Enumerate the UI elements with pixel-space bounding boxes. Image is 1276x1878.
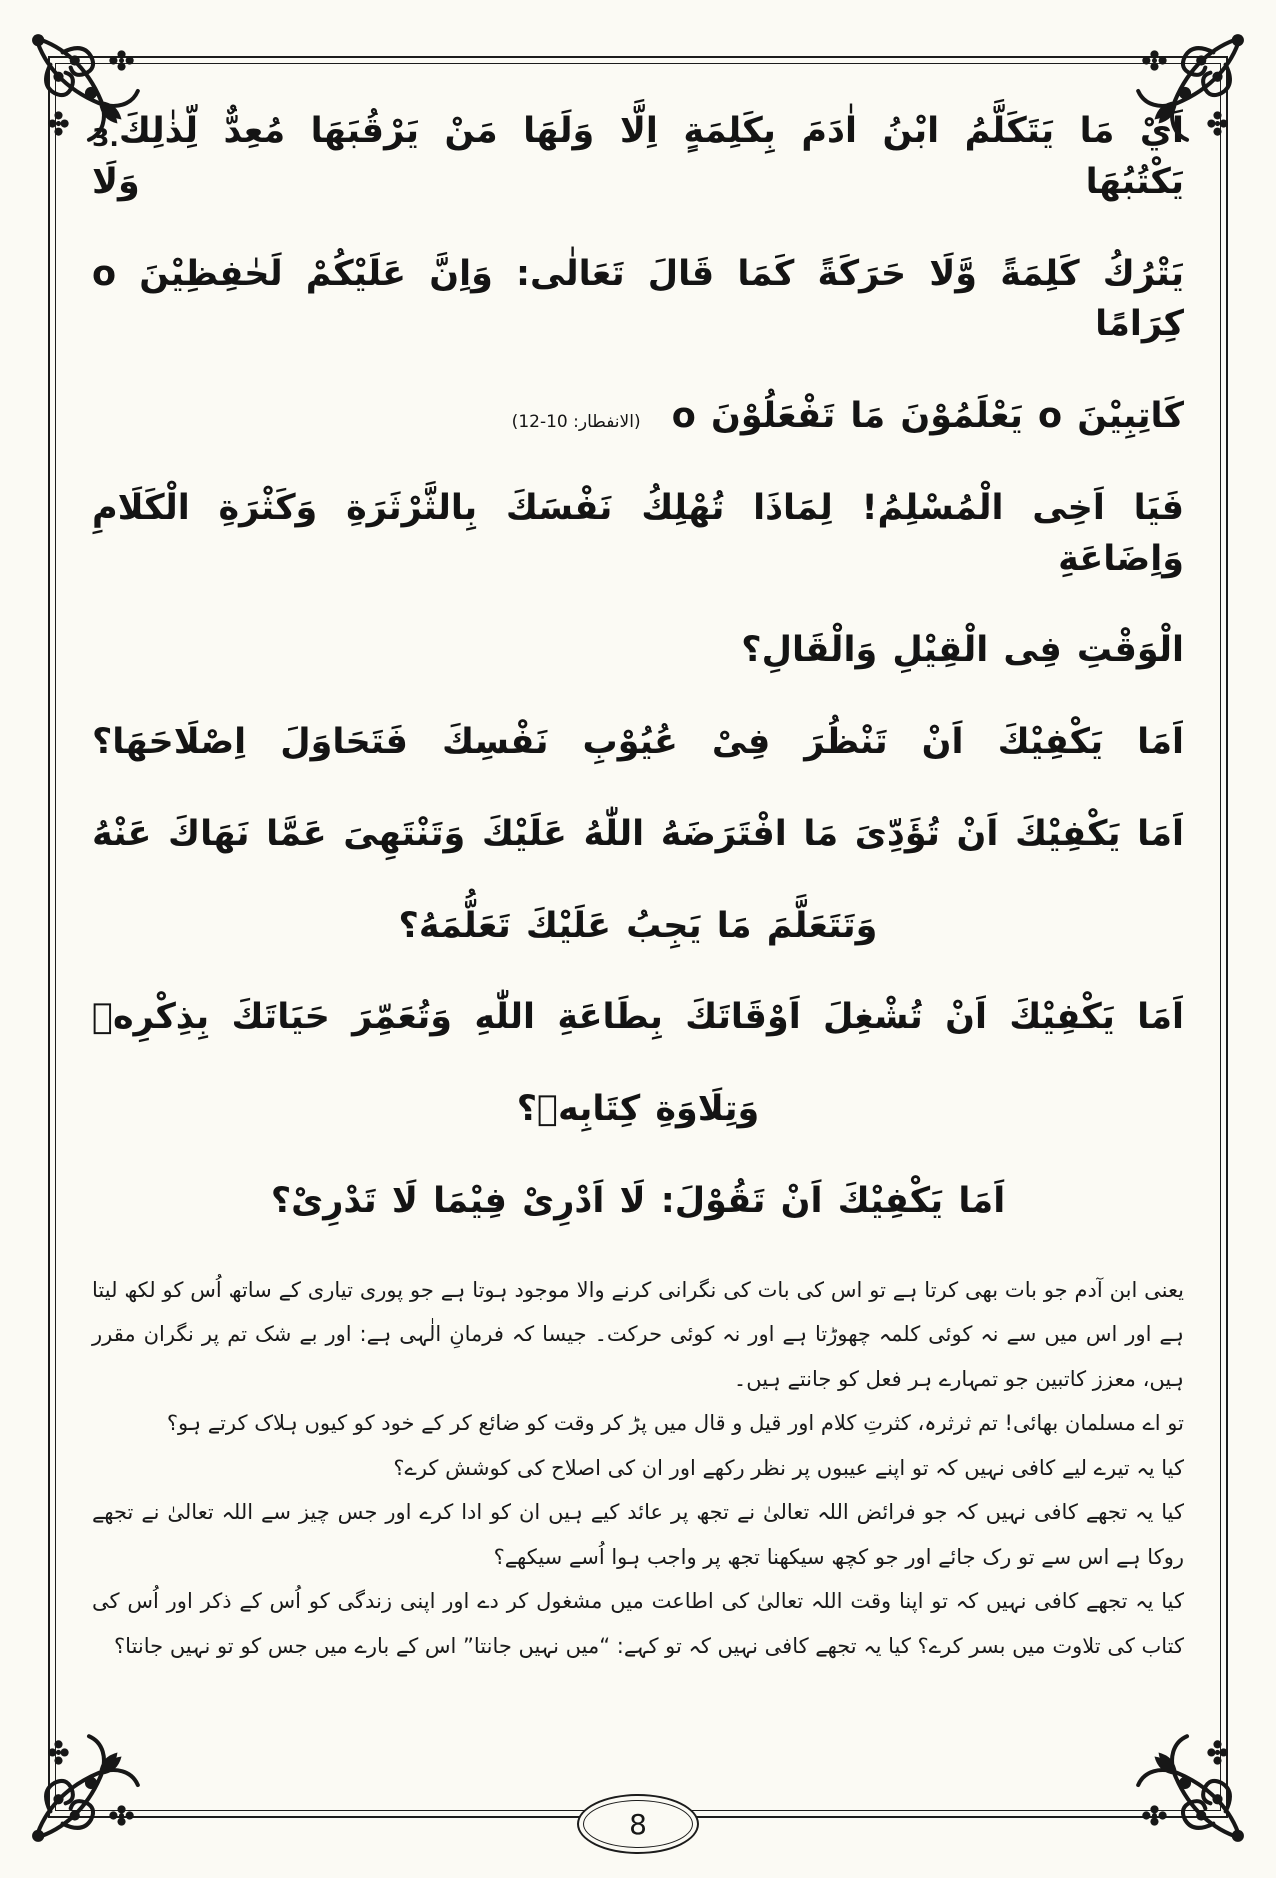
item-number: 3. bbox=[92, 123, 119, 152]
arabic-line-1-text: اَيْ مَا يَتَكَلَّمُ ابْنُ اٰدَمَ بِكَلِمَةٍ اِلَّا وَلَهَا مَنْ يَرْقُبَهَا مُعِدٌّ لِّذٰلِكَ يَكْتُبُهَا وَلَا bbox=[92, 111, 1184, 202]
arabic-text-block bbox=[92, 106, 1184, 1227]
page-border-inner bbox=[55, 63, 1221, 1811]
arabic-line-9: اَمَا يَكْفِيْكَ اَنْ تُشْغِلَ اَوْقَاتَكَ بِطَاعَةِ اللّٰهِ وَتُعَمِّرَ حَيَاتَكَ بِذِكْرِهٖ bbox=[92, 997, 1184, 1038]
urdu-paragraph-3: کیا یہ تیرے لیے کافی نہیں کہ تو اپنے عیبوں پر نظر رکھے اور ان کی اصلاح کی کوشش کرے؟ bbox=[393, 1455, 1184, 1480]
arabic-line-3 bbox=[92, 391, 1184, 442]
arabic-line-4: فَيَا اَخِى الْمُسْلِمُ! لِمَاذَا تُهْلِكُ نَفْسَكَ بِالثَّرْثَرَةِ وَكَثْرَةِ الْكَلَامِ وَاِضَاعَةِ bbox=[92, 487, 1184, 579]
urdu-paragraph-4: کیا یہ تجھے کافی نہیں کہ جو فرائض اللہ تعالیٰ نے تجھ پر عائد کیے ہیں ان کو ادا کرے اور جس چیز سے اللہ تعالیٰ نے تجھے روکا ہے اس سے تو رک جائے اور جو کچھ سیکھنا تجھ پر واجب ہوا اُسے سیکھے؟ bbox=[92, 1500, 1184, 1569]
urdu-paragraph-1: یعنی ابن آدم جو بات بھی کرتا ہے تو اس کی بات کی نگرانی کرنے والا موجود ہوتا ہے جو پوری تیاری کے ساتھ اُس کو لکھ لیتا ہے اور اس میں سے نہ کوئی کلمہ چھوڑتا ہے اور نہ کوئی حرکت۔ جیسا کہ فرمانِ الٰہی ہے: اور بے شک تم پر نگران مقرر ہیں، معزز کاتبین جو تمہارے ہر فعل کو جانتے ہیں۔ bbox=[92, 1277, 1184, 1391]
floral-corner-ornament-top-left-icon bbox=[28, 30, 150, 152]
floral-corner-ornament-bottom-right-icon bbox=[1126, 1724, 1248, 1846]
urdu-translation-block bbox=[92, 1268, 1184, 1669]
page-number: 8 bbox=[629, 1807, 647, 1841]
arabic-line-6: اَمَا يَكْفِيْكَ اَنْ تَنْظُرَ فِىْ عُيُوْبِ نَفْسِكَ فَتَحَاوَلَ اِصْلَاحَهَا؟ bbox=[92, 722, 1184, 762]
quran-reference: (الانفطار: 10-12) bbox=[511, 412, 641, 432]
arabic-line-11: اَمَا يَكْفِيْكَ اَنْ تَقُوْلَ: لَا اَدْرِىْ فِيْمَا لَا تَدْرِىْ؟ bbox=[270, 1180, 1006, 1221]
page-number-badge bbox=[577, 1794, 699, 1854]
arabic-line-1 bbox=[92, 106, 1184, 208]
arabic-line-5: الْوَقْتِ فِى الْقِيْلِ وَالْقَالِ؟ bbox=[741, 630, 1184, 671]
arabic-line-7: اَمَا يَكْفِيْكَ اَنْ تُؤَدِّىَ مَا افْتَرَضَهُ اللّٰهُ عَلَيْكَ وَتَنْتَهِىَ عَمَّا نَهَاكَ عَنْهُ bbox=[92, 813, 1184, 854]
arabic-line-8: وَتَتَعَلَّمَ مَا يَجِبُ عَلَيْكَ تَعَلُّمَهُ؟ bbox=[398, 905, 878, 946]
urdu-paragraph-5: کیا یہ تجھے کافی نہیں کہ تو اپنا وقت اللہ تعالیٰ کی اطاعت میں مشغول کر دے اور اپنی زندگی کو اُس کے ذکر اور اُس کی کتاب کی تلاوت میں بسر کرے؟ کیا یہ تجھے کافی نہیں کہ تو کہے: “میں نہیں جانتا” اس کے بارے میں جس کو تو نہیں جانتا؟ bbox=[92, 1589, 1184, 1658]
urdu-paragraph-2: تو اے مسلمان بھائی! تم ثرثرہ، کثرتِ کلام اور قیل و قال میں پڑ کر وقت کو ضائع کر کے خود کو کیوں ہلاک کرتے ہو؟ bbox=[166, 1411, 1184, 1436]
arabic-line-3-text: كَاتِبِيْنَ o يَعْلَمُوْنَ مَا تَفْعَلُوْنَ o bbox=[671, 396, 1184, 436]
arabic-line-10: وَتِلَاوَةِ كِتَابِهٖ؟ bbox=[516, 1089, 760, 1129]
arabic-line-2: يَتْرُكُ كَلِمَةً وَّلَا حَرَكَةً كَمَا قَالَ تَعَالٰى: وَاِنَّ عَلَيْكُمْ لَحٰفِظِيْنَ o كِرَامًا bbox=[92, 253, 1184, 345]
floral-corner-ornament-top-right-icon bbox=[1126, 30, 1248, 152]
page-border-frame bbox=[48, 56, 1228, 1818]
floral-corner-ornament-bottom-left-icon bbox=[28, 1724, 150, 1846]
